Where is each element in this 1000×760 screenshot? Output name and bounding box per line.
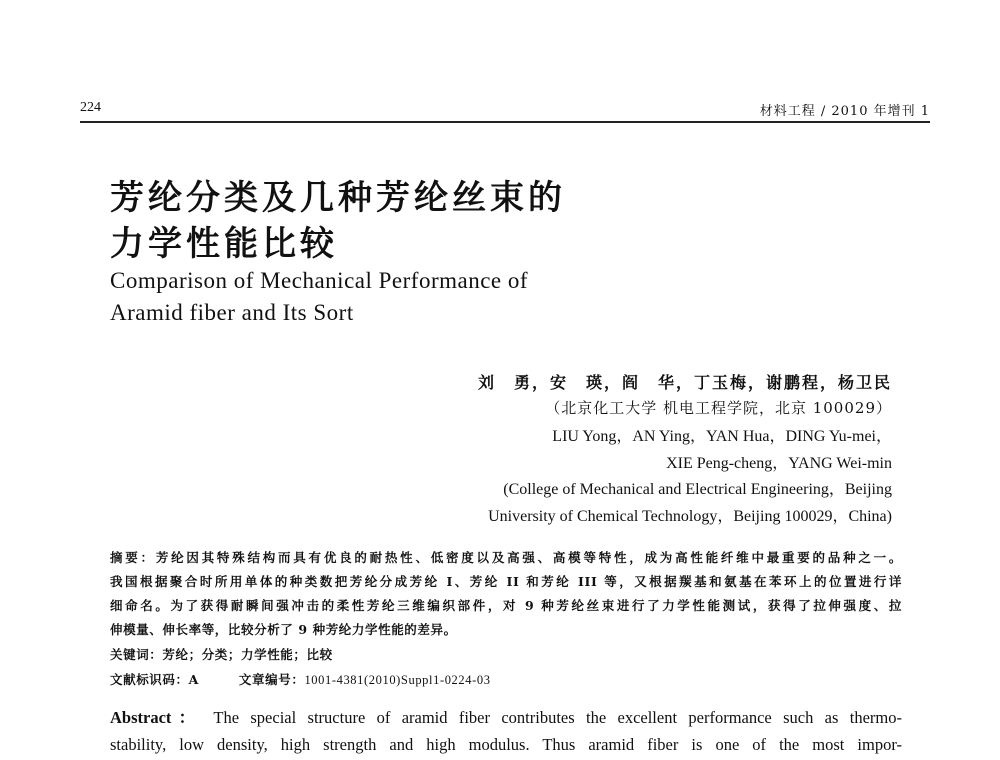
header-rule (80, 121, 930, 123)
doc-code-value: A (188, 672, 199, 687)
title-zh-line-1: 芳纶分类及几种芳纶丝束的 (110, 178, 566, 218)
page-header (80, 98, 930, 118)
keywords-label: 关键词： (110, 647, 163, 662)
keywords-zh (110, 644, 333, 666)
journal-info: 材料工程 / 2010 年增刊 1 (759, 104, 930, 119)
abstract-en-line: Abstract： The special structure of aramid fiber contributes the excellent performance such as thermo- (110, 708, 902, 727)
page-number: 224 (80, 100, 101, 115)
doc-code-label: 文献标识码： (110, 672, 189, 687)
abstract-zh-line: 摘要：芳纶因其特殊结构而具有优良的耐热性、低密度以及高强、高模等特性，成为高性能纤维中最重要的品种之一。 (110, 550, 902, 565)
title-en-line-2: Aramid fiber and Its Sort (110, 300, 354, 325)
affiliation-zh: （北京化工大学 机电工程学院，北京 100029） (545, 399, 892, 417)
affiliation-en-line-1: (College of Mechanical and Electrical Engineering，Beijing (503, 481, 892, 498)
authors-zh: 刘 勇，安 瑛，阎 华，丁玉梅，谢鹏程，杨卫民 (477, 373, 892, 392)
article-no-label: 文章编号： (238, 672, 305, 687)
keywords-value: 芳纶；分类；力学性能；比较 (162, 647, 333, 662)
abstract-zh-line: 我国根据聚合时所用单体的种类数把芳纶分成芳纶 I、芳纶 II 和芳纶 III 等，又根据羰基和氨基在苯环上的位置进行详 (110, 574, 902, 589)
affiliation-en-line-2: University of Chemical Technology，Beijing 100029，China) (488, 508, 892, 525)
abstract-zh-line: 伸模量、伸长率等，比较分析了 9 种芳纶力学性能的差异。 (110, 622, 457, 637)
title-zh-line-2: 力学性能比较 (110, 224, 338, 264)
abstract-en-line: stability, low density, high strength and high modulus. Thus aramid fiber is one of the most impor- (110, 735, 902, 754)
authors-en-line-2: XIE Peng-cheng，YANG Wei-min (666, 455, 892, 472)
abstract-zh-line: 细命名。为了获得耐瞬间强冲击的柔性芳纶三维编织部件，对 9 种芳纶丝束进行了力学性能测试，获得了拉伸强度、拉 (110, 598, 902, 613)
abstract-en-label: Abstract： (110, 708, 203, 727)
title-en-line-1: Comparison of Mechanical Performance of (110, 268, 529, 293)
authors-en-line-1: LIU Yong，AN Ying，YAN Hua，DING Yu-mei， (552, 428, 892, 445)
article-no-value: 1001-4381(2010)Suppl1-0224-03 (304, 673, 491, 687)
abstract-zh-label: 摘要： (110, 550, 156, 565)
doc-codes (110, 669, 491, 691)
